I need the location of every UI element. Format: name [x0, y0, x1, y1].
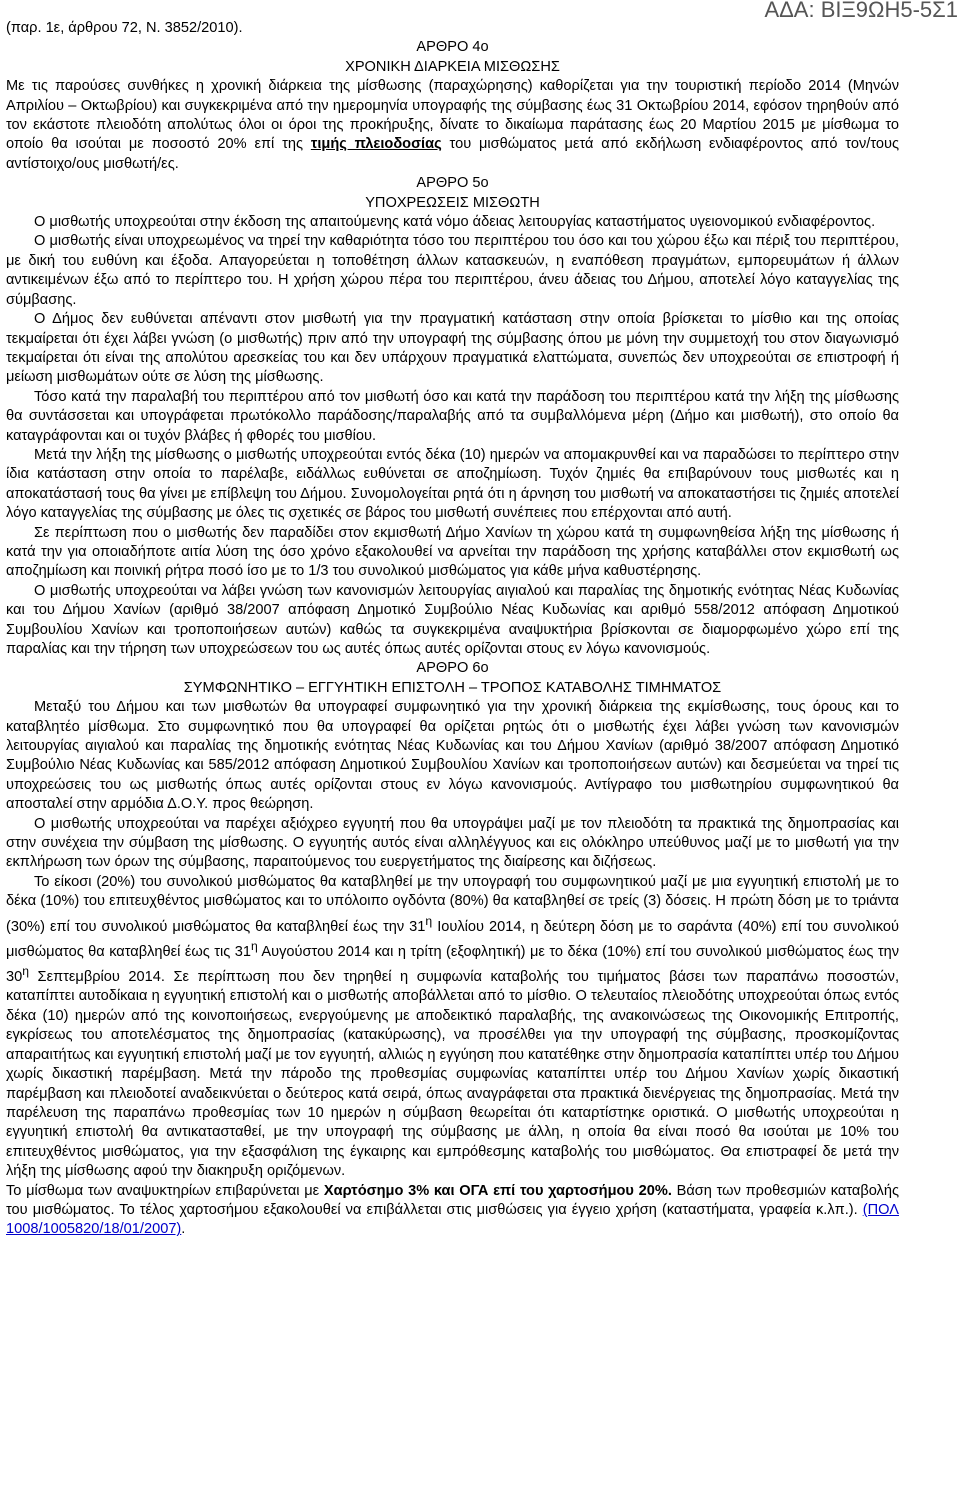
- pol-reference-link[interactable]: (ΠΟΛ 1008/1005820/18/01/2007): [6, 1201, 899, 1238]
- article-5-paragraph-5: Μετά την λήξη της μίσθωσης ο μισθωτής υποχρεούται εντός δέκα (10) ημερών να απομακρυνθεί και να παραδώσει το περίπτερο στην ίδια κατάσταση στην οποία το παρέλαβε, ειδάλλως ευθύνεται σε αποζημίωση. Τυχόν ζημιές θα επιβαρύνουν τους μισθωτές και η αποκατάστασή τους θα γίνει με επίβλεψη του Δήμου. Συνομολογείται ρητά ότι η άρνηση του μισθωτή να αποκαταστήσει τις ζημιές αποτελεί λόγο καταγγελίας της σύμβασης με όλες τις σχετικές σε βάρος του μισθωτή συνέπειες που επέρχονται από αυτή.: [6, 446, 899, 522]
- article-6-paragraph-2: Ο μισθωτής υποχρεούται να παρέχει αξιόχρεο εγγυητή που θα υπογράψει μαζί με τον πλειοδότη τα πρακτικά της δημοπρασίας και στην συνέχεια την σύμβαση της μίσθωσης. Ο εγγυητής αυτός είναι αλληλέγγυος και εις ολόκληρο υπεύθυνος μαζί με το μισθωτή για την εκπλήρωση των όρων της σύμβασης, παραιτούμενος του ευεργετήματος της διαίρεσης και διζήσεως.: [6, 815, 899, 871]
- ada-code: ΑΔΑ: ΒΙΞ9ΩΗ5-5Σ1: [764, 0, 958, 22]
- article-6-paragraph-1: Μεταξύ του Δήμου και των μισθωτών θα υπογραφεί συμφωνητικό για την χρονική διάρκεια της εκμίσθωσης, τους όρους και το καταβλητέο μίσθωμα. Στο συμφωνητικό που θα υπογραφεί θα ορίζεται ρητώς ότι ο μισθωτής έχει λάβει γνώση των κανονισμών λειτουργίας αιγιαλού και παραλίας της δημοτικής ενότητας Νέας Κυδωνίας και του Δήμου Χανίων (αριθμό 38/2007 απόφαση Δημοτικό Συμβούλιο Νέας Κυδωνίας και 585/2012 απόφαση Δημοτικού Συμβουλίου Χανίων και τροποποιήσεων αυτών) και δεσμεύεται να τηρεί τις υποχρεώσεις του ως μισθωτής όπως αυτές ορίζονται στους εν λόγω κανονισμούς. Αντίγραφο του μισθωτηρίου συμφωνητικού θα αποσταλεί στην αρμόδια Δ.Ο.Υ. προς θεώρηση.: [6, 699, 899, 813]
- top-reference: (παρ. 1ε, άρθρου 72, Ν. 3852/2010).: [6, 20, 243, 36]
- article-5-paragraph-2: Ο μισθωτής είναι υποχρεωμένος να τηρεί την καθαριότητα τόσο του περιπτέρου του όσο και του χώρου έξω και πέριξ του περιπτέρου, με δική του ευθύνη και έξοδα. Απαγορεύεται η τοποθέτηση άλλων κατασκευών, η εναπόθεση πραγμάτων, εμπορευμάτων ή άλλων αντικειμένων έξω από το περίπτερο του. Η χρήση χώρου πέρα του περιπτέρου, άνευ άδειας του Δήμου, αποτελεί λόγο καταγγελίας της σύμβασης.: [6, 233, 899, 308]
- article-5-paragraph-7: Ο μισθωτής υποχρεούται να λάβει γνώση των κανονισμών λειτουργίας αιγιαλού και παραλίας της δημοτικής ενότητας Νέας Κυδωνίας και του Δήμου Χανίων (αριθμό 38/2007 απόφαση Δημοτικό Συμβούλιο Νέας Κυδωνίας και αριθμό 558/2012 απόφαση Δημοτικού Συμβουλίου Χανίων και τροποποιήσεων αυτών) καθώς τα συγκεκριμένα αναψυκτήρια βρίσκονται σε διαμορφωμένο χώρο επί της παραλίας και την τήρηση των υποχρεώσεων του ως αυτές όπως αυτές ορίζονται στους εν λόγω κανονισμούς.: [6, 582, 899, 657]
- article-6-subtitle: ΣΥΜΦΩΝΗΤΙΚΟ – ΕΓΓΥΗΤΙΚΗ ΕΠΙΣΤΟΛΗ – ΤΡΟΠΟΣ ΚΑΤΑΒΟΛΗΣ ΤΙΜΗΜΑΤΟΣ: [183, 679, 722, 696]
- article-6-paragraph-3: Το είκοσι (20%) του συνολικού μισθώματος θα καταβληθεί με την υπογραφή του συμφωνητικού μαζί με μια εγγυητική επιστολή με το δέκα (10%) του επιτευχθέντος μισθώματος και το υπόλοιπο ογδόντα (80%) θα καταβληθεί σε τρείς (3) δόσεις. Η πρώτη δόση με το τριάντα (30%) επί του συνολικού μισθώματος θα καταβληθεί έως την $31^\eta$ Ιουλίου 2014, η δεύτερη δόση με το σαράντα (40%) επί του συνολικού μισθώματος θα καταβληθεί έως τις $31^\eta$ Αυγούστου 2014 και η τρίτη (εξοφλητική) με το δέκα (10%) επί του συνολικού μισθώματος έως την $30^\eta$ Σεπτεμβρίου 2014. Σε περίπτωση που δεν τηρηθεί η συμφωνία καταβολής του τιμήματος βάσει των παραπάνω ποσοστών, καταπίπτει αυτοδίκαια η εγγυητική επιστολή και ο μισθωτής αποβάλλεται από το μίσθιο. Ο τελευταίος πλειοδότης υποχρεούται όπως εντός δέκα (10) ημερών από της κοινοποιήσεως, ενεργούμενης με αποδεικτικό παραλαβής, της ανακοινώσεως της Οικονομικής Επιτροπής, εγκρίσεως του αποτελέσματος της δημοπρασίας (κατακύρωσης), να προσέλθει για την υπογραφή της σύμβασης, προσκομίζοντας απαραιτήτως και εγγυητική επιστολή μαζί με τον εγγυητή, αλλιώς η εγγύηση που κατατέθηκε στην δημοπρασία καταπίπτει υπέρ του Δήμου χωρίς δικαστική παρέμβαση. Μετά την πάροδο της προθεσμίας συμφωνίας καταπίπτει υπέρ του Δήμου Χανίων χωρίς δικαστική παρέμβαση και πλειοδοτεί αναδεικνύεται ο δεύτερος κατά σειρά, όπως αναγράφεται στα πρακτικά διενέργειας της δημοπρασίας. Μετά την παρέλευση της παραπάνω προθεσμίας των 10 ημερών η σύμβαση θεωρείται ότι καταρτίστηκε οριστικά. Ο μισθωτής υποχρεούται η εγγυητική επιστολή θα αντικατασταθεί, με την υπογραφή της σύμβασης με άλλη, η οποία θα είναι ποσό θα ισούται με 10% του επιτευχθέντος μισθώματος, για την εξασφάλιση της έγκαιρης και εμπρόθεσμης καταβολής του μισθώματος. Θα επιστραφεί δε μετά την λήξη της μίσθωσης αφού την διακηρυξη οριζόμενων.: [6, 873, 899, 1180]
- article-5-subtitle: ΥΠΟΧΡΕΩΣΕΙΣ ΜΙΣΘΩΤΗ: [365, 194, 540, 211]
- document-body: [6, 19, 899, 1240]
- article-5-paragraph-4: Τόσο κατά την παραλαβή του περιπτέρου από τον μισθωτή όσο και κατά την παράδοση του περιπτέρου κατά την λήξη της μίσθωσης θα συντάσσεται και υπογράφεται πρωτόκολλο παράδοσης/παραλαβής από τα συμβαλλόμενα μέρη (Δήμο και μισθωτή), στο οποίο θα καταγράφονται και οι τυχόν βλάβες ή φθορές του μισθίου.: [6, 388, 899, 444]
- emphasis-highest-bid: τιμής πλειοδοσίας: [310, 136, 442, 153]
- article-6-paragraph-4: Το μίσθωμα των αναψυκτηρίων επιβαρύνεται με Χαρτόσημο 3% και ΟΓΑ επί του χαρτοσήμου 20%. Βάση των προθεσμιών καταβολής του μισθώματος. Το τέλος χαρτοσήμου εξακολουθεί να επιβάλλεται στις μισθώσεις για έγγειο χρήση (καταστήματα, γραφεία κ.λπ.). (ΠΟΛ 1008/1005820/18/01/2007).: [6, 1182, 899, 1238]
- article-4-paragraph: Με τις παρούσες συνθήκες η χρονική διάρκεια της μίσθωσης (παραχώρησης) καθορίζεται για την τουριστική περίοδο 2014 (Μηνών Απριλίου – Οκτωβρίου) και συγκεκριμένα από την ημερομηνία υπογραφής της σύμβασης έως 31 Οκτωβρίου 2014, εφόσον τηρηθούν από τον εκάστοτε πλειοδότη απολύτως όλοι οι όροι της προκήρυξης, δίνατε το δικαίωμα παράτασης έως 20 Μαρτίου 2015 με μίσθωμα το οποίο θα ισούται με ποσοστό 20% επί της τιμής πλειοδοσίας του μισθώματος μετά από εκδήλωση ενδιαφέροντος από τον/τους αντίστοιχο/ους μισθωτή/ες.: [6, 78, 900, 172]
- article-5-paragraph-3: Ο Δήμος δεν ευθύνεται απέναντι στον μισθωτή για την πραγματική κατάσταση στην οποία βρίσκεται το μίσθιο και της οποίας τεκμαίρεται ότι έχει λάβει γνώση (ο μισθωτής) πριν από την υπογραφή της σύμβασης όπου με μόνη την συμμετοχή του στον διαγωνισμό τεκμαίρεται ότι είναι της απολύτου αρεσκείας του και δεν υπάρχουν πραγματικά ελαττώματα, συνεπώς δεν υποχρεούται σε επιστροφή ή μείωση μισθωμάτων ούτε σε λύση της μίσθωσης.: [6, 311, 899, 386]
- article-5-paragraph-6: Σε περίπτωση που ο μισθωτής δεν παραδίδει στον εκμισθωτή Δήμο Χανίων τη χώρου κατά τη συμφωνηθείσα λήξη της μίσθωσης ή κατά την για οποιαδήποτε αιτία λύση της όσο χρόνο εξακολουθεί να αρνείται την παράδοση της χρήσης καταβάλλει στον εκμισθωτή ως αποζημίωση και ποινική ρήτρα ποσό ίσο με το 1/3 του συνολικού μισθώματος για κάθε μήνα καθυστέρησης.: [6, 524, 899, 580]
- article-5-title: ΑΡΘΡΟ 5ο: [416, 175, 489, 192]
- article-5-paragraph-1: Ο μισθωτής υποχρεούται στην έκδοση της απαιτούμενης κατά νόμο άδειας λειτουργίας καταστήματος υγειονομικού ενδιαφέροντος.: [34, 214, 876, 231]
- tax-rate-bold: Χαρτόσημο 3% και ΟΓΑ επί του χαρτοσήμου 20%.: [323, 1182, 672, 1199]
- article-4-subtitle: ΧΡΟΝΙΚΗ ΔΙΑΡΚΕΙΑ ΜΙΣΘΩΣΗΣ: [345, 58, 560, 75]
- article-4-title: ΑΡΘΡΟ 4ο: [416, 39, 489, 56]
- article-6-title: ΑΡΘΡΟ 6ο: [416, 660, 489, 677]
